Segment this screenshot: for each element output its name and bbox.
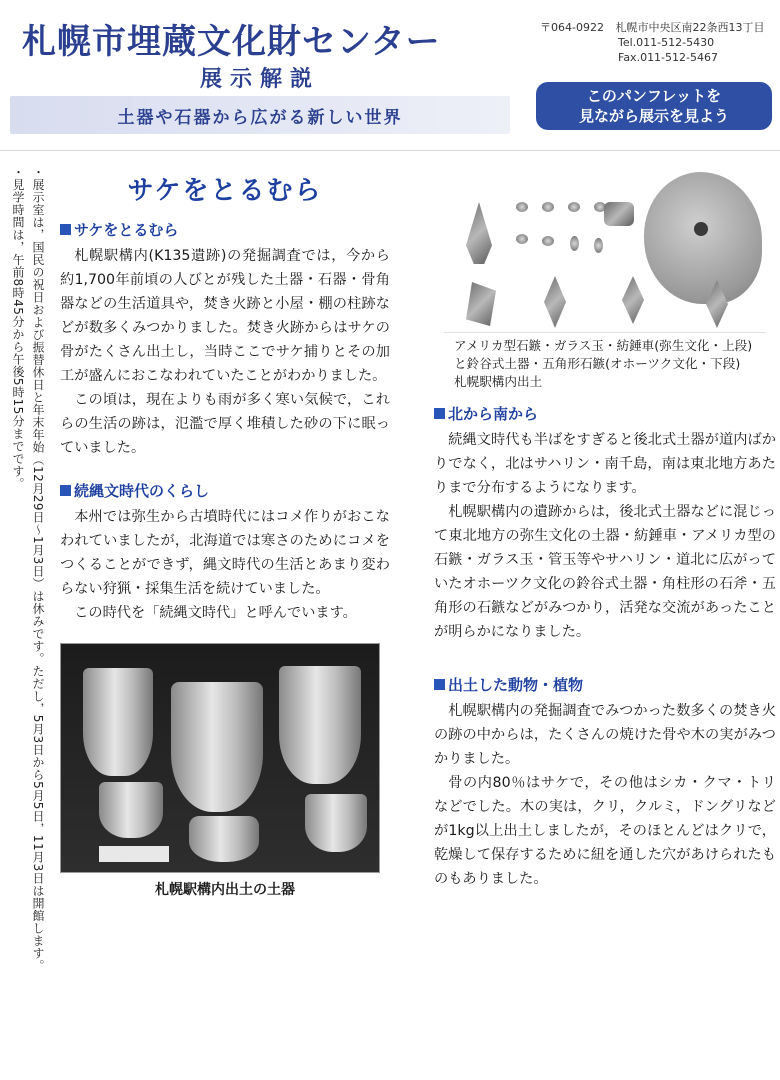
pottery-vessel (171, 682, 263, 812)
street-address: 札幌市中央区南22条西13丁目 (615, 21, 765, 34)
paragraph: 本州では弥生から古墳時代にはコメ作りがおこなわれていましたが，北海道では寒さのためにコメをつくることができず，縄文時代の生活とあまり変わらない狩猟・採集生活を続けていました。 (60, 509, 390, 597)
square-bullet-icon (60, 224, 71, 235)
visiting-notes (6, 166, 48, 1071)
spindle-whorl (644, 172, 762, 304)
pottery-vessel (99, 782, 163, 838)
subtitle-text: 土器や石器から広がる新しい世界 (117, 108, 403, 128)
pentagonal-arrowhead (544, 276, 566, 328)
pentagonal-arrowhead (622, 276, 644, 324)
pottery-sherd (466, 282, 496, 326)
whorl-hole (694, 222, 708, 236)
paragraph: 骨の内80％はサケで，その他はシカ・クマ・トリなどでした。木の実は，クリ，クルミ，ドングリなどが1kg以上出土しましたが，そのほとんどはクリで，乾燥して保存するために紐を通した穴があけられたものもありました。 (434, 775, 776, 887)
fax-number: Fax.011-512-5467 (618, 51, 718, 64)
subtitle-band (10, 96, 510, 134)
left-column (60, 164, 390, 899)
paragraph: 札幌駅構内の遺跡からは，後北式土器などに混じって東北地方の弥生文化の土器・紡錘車・アメリカ型の石鏃・ガラス玉・管玉等やサハリン・道北に広がっていたオホーツク文化の鈴谷式土器・角柱形の石斧・五角形の石鏃などがみつかり，活発な交流があったことが明らかになりました。 (434, 504, 776, 640)
pottery-caption: 札幌駅構内出土の土器 (155, 882, 295, 898)
glass-bead (542, 236, 554, 246)
pottery-vessel (83, 668, 153, 776)
right-column (434, 164, 776, 891)
section-heading-text: サケをとるむら (74, 221, 179, 239)
pottery-vessel (279, 666, 361, 784)
square-bullet-icon (434, 408, 445, 419)
stone-arrowhead (466, 202, 492, 264)
pamphlet-line-1: このパンフレットを (586, 87, 722, 105)
tube-bead (570, 236, 579, 251)
section-body-epi-jomon-life (60, 505, 390, 625)
section-body-north-south (434, 428, 776, 644)
header-divider (0, 150, 780, 151)
section-heading-text: 北から南から (448, 405, 539, 423)
square-bullet-icon (434, 679, 445, 690)
hours-note: ・見学時間は，午前8時45分から午後5時15分までです。 (11, 166, 25, 490)
paragraph: この時代を「続縄文時代」と呼んでいます。 (74, 605, 357, 621)
paragraph: この頃は，現在よりも雨が多く寒い気候で，これらの生活の跡は，氾濫で厚く堆積した砂の下に眠っていました。 (60, 392, 390, 456)
section-heading-animals-plants (434, 674, 776, 695)
glass-bead (568, 202, 580, 212)
section-heading-text: 出土した動物・植物 (448, 676, 584, 694)
tel-number: Tel.011-512-5430 (618, 36, 715, 49)
glass-bead (542, 202, 554, 212)
paragraph: 続縄文時代も半ばをすぎると後北式土器が道内ばかりでなく，北はサハリン・南千島，南は東北地方あたりまで分布するようになります。 (434, 432, 776, 496)
section-heading-north-south (434, 403, 776, 424)
artifacts-photo (444, 164, 766, 333)
address-block (540, 20, 778, 65)
paragraph: 札幌駅構内(K135遺跡)の発掘調査では，今から約1,700年前頃の人びとが残した土器・石器・骨角器などの生活道具や，焚き火跡と小屋・棚の柱跡などが数多くみつかりました。焚き火跡からはサケの骨がたくさん出土し，当時ここでサケ捕りとその加工が盛んにおこなわれていたことがわかりました。 (60, 248, 390, 384)
postal-code: 〒064-0922 (540, 21, 604, 34)
center-name: 札幌市埋蔵文化財センター (22, 22, 441, 62)
section-heading-salmon-village (60, 219, 390, 240)
pottery-vessel (189, 816, 259, 862)
spindle-whorl-fragment (604, 202, 634, 226)
square-bullet-icon (60, 485, 71, 496)
section-body-salmon-village (60, 244, 390, 460)
display-plaque (99, 846, 169, 862)
main-title: サケをとるむら (127, 176, 323, 206)
exhibit-label: 展示解説 (199, 67, 320, 92)
pottery-vessel (305, 794, 367, 852)
tube-bead (594, 238, 603, 253)
glass-bead (516, 202, 528, 212)
pottery-photo (60, 643, 380, 873)
section-body-animals-plants (434, 699, 776, 891)
paragraph: 札幌駅構内の発掘調査でみつかった数多くの焚き火の跡の中からは，たくさんの焼けた骨や木の実がみつかりました。 (434, 703, 776, 767)
artifacts-caption: アメリカ型石鏃・ガラス玉・紡錘車(弥生文化・上段)と鈴谷式土器・五角形石鏃(オホーツク文化・下段) 札幌駅構内出土 (454, 338, 753, 389)
section-heading-text: 続縄文時代のくらし (74, 482, 210, 500)
pamphlet-badge (536, 82, 772, 130)
pamphlet-line-2: 見ながら展示を見よう (578, 107, 729, 125)
page-header (0, 0, 780, 150)
glass-bead (516, 234, 528, 244)
section-heading-epi-jomon-life (60, 480, 390, 501)
closed-days-note: ・展示室は，国民の祝日および振替休日と年末年始（12月29日～1月3日）は休みです。ただし，5月3日から5月5日，11月3日は開館します。 (31, 166, 45, 972)
